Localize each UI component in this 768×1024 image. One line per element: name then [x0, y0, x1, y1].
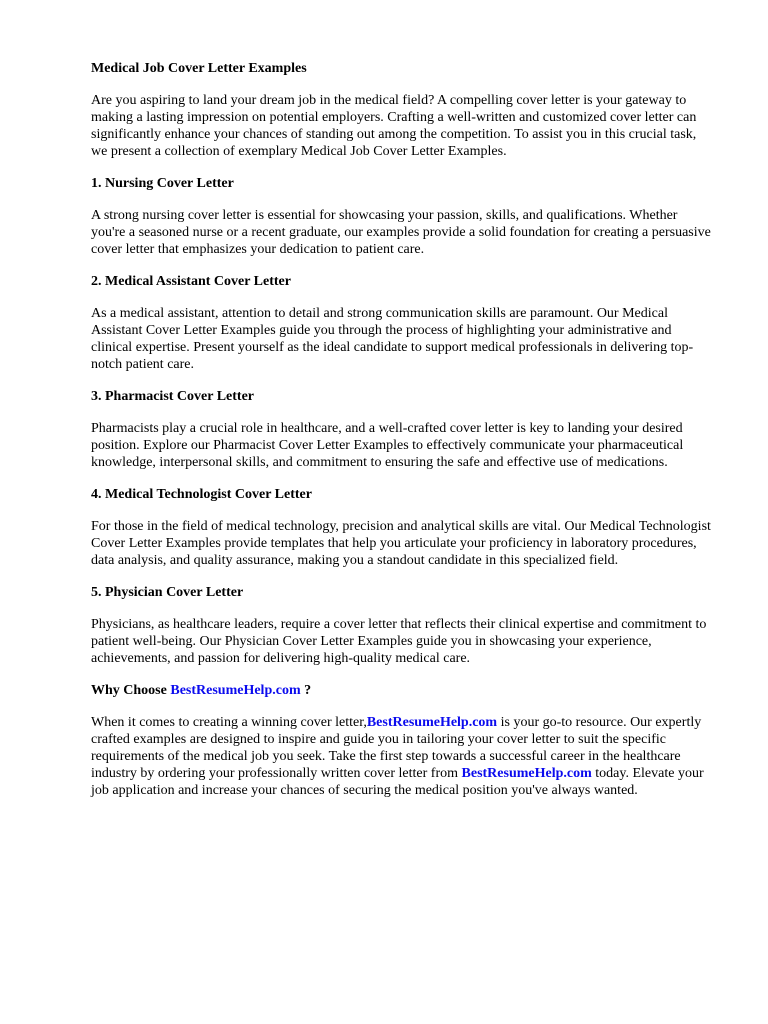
bestresumehelp-link[interactable]: BestResumeHelp.com: [366, 715, 498, 730]
document-title: Medical Job Cover Letter Examples: [91, 61, 307, 76]
section-body-nursing: A strong nursing cover letter is essential for showcasing your passion, skills, and qualifications. Whether you're a seasoned nurse or a recent graduate, our examples provide a solid foundation for creating a persuasive cover letter that emphasizes your dedication to patient care.: [91, 208, 711, 257]
closing-paragraph: [91, 714, 711, 799]
section-heading-pharmacist: 3. Pharmacist Cover Letter: [91, 389, 255, 404]
section-body-physician: Physicians, as healthcare leaders, require a cover letter that reflects their clinical expertise and commitment to patient well-being. Our Physician Cover Letter Examples guide you in showcasing your experience, achievements, and passion for delivering high-quality medical care.: [91, 617, 707, 666]
bestresumehelp-link[interactable]: BestResumeHelp.com: [461, 766, 592, 781]
section-body-medical-technologist: For those in the field of medical technology, precision and analytical skills are vital. Our Medical Technologist Cover Letter Examples provide templates that help you articulate your proficiency in laboratory procedures, data analysis, and quality assurance, making you a standout candidate in this specialized field.: [91, 519, 711, 568]
text-run: Why Choose: [91, 683, 171, 698]
why-choose-heading: [91, 682, 711, 699]
text-run: today. Elevate your job application and increase your chances of securing the medical position you've always wanted.: [91, 766, 704, 798]
section-heading-nursing: 1. Nursing Cover Letter: [91, 176, 234, 191]
section-heading-medical-technologist: 4. Medical Technologist Cover Letter: [91, 487, 312, 502]
section-body-pharmacist: Pharmacists play a crucial role in healthcare, and a well-crafted cover letter is key to landing your desired position. Explore our Pharmacist Cover Letter Examples to effectively communicate your pharmaceutical knowledge, interpersonal skills, and commitment to ensuring the safe and effective use of medications.: [91, 421, 684, 470]
text-run: When it comes to creating a winning cover letter,: [91, 715, 367, 730]
text-run: ?: [300, 683, 312, 698]
section-heading-medical-assistant: 2. Medical Assistant Cover Letter: [91, 274, 291, 289]
intro-paragraph: Are you aspiring to land your dream job in the medical field? A compelling cover letter is your gateway to making a lasting impression on potential employers. Crafting a well-written and customized cover letter can significantly enhance your chances of standing out among the competition. To assist you in this crucial task, we present a collection of exemplary Medical Job Cover Letter Examples.: [91, 93, 697, 159]
section-body-medical-assistant: As a medical assistant, attention to detail and strong communication skills are paramount. Our Medical Assistant Cover Letter Examples guide you through the process of highlighting your administrative and clinical expertise. Present yourself as the ideal candidate to support medical professionals in delivering top-notch patient care.: [91, 306, 694, 372]
text-run: is your go-to resource. Our expertly crafted examples are designed to inspire and guide you in tailoring your cover letter to suit the specific requirements of the medical job you seek. Take the first step towards a successful career in the healthcare industry by ordering your professionally written cover letter from: [91, 715, 702, 781]
section-heading-physician: 5. Physician Cover Letter: [91, 585, 244, 600]
bestresumehelp-link[interactable]: BestResumeHelp.com: [170, 683, 301, 698]
